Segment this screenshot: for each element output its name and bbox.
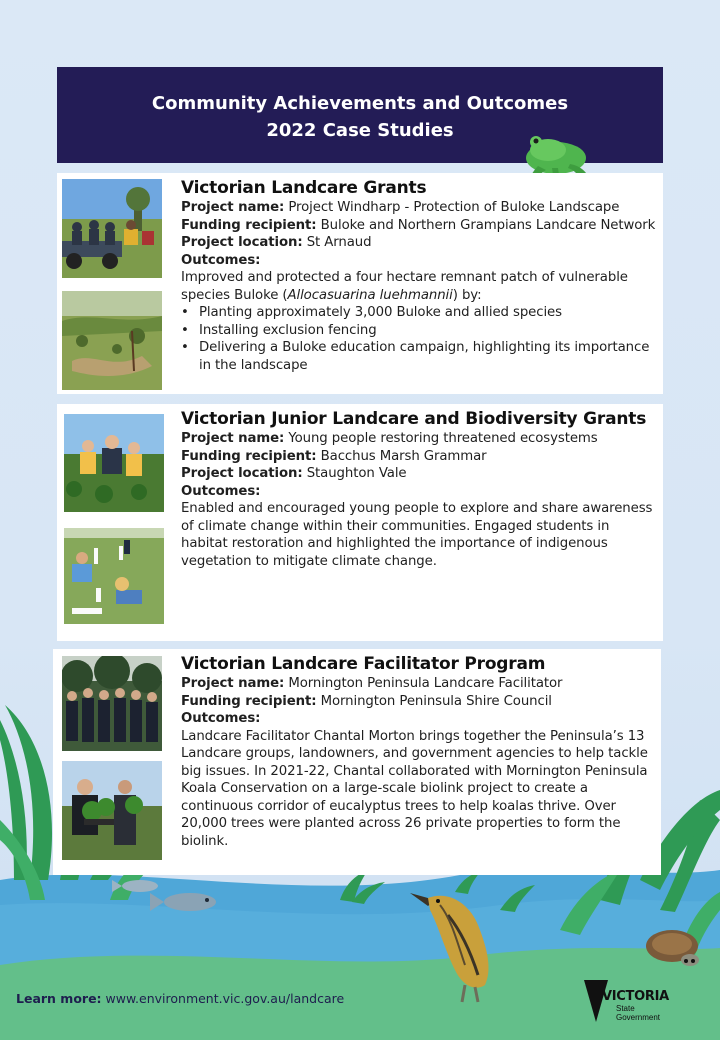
logo-subtitle-line2: Government: [616, 1013, 661, 1022]
project-name-value: Young people restoring threatened ecosystems: [288, 431, 598, 446]
outcome-text-start: Improved and protected a four hectare remnant patch of vulnerable species Buloke (: [181, 270, 628, 303]
project-name-label: Project name:: [181, 200, 285, 215]
photo-students-in-paddock: [64, 528, 164, 624]
card-content: [181, 408, 657, 570]
species-name-italic: Allocasuarina luehmannii: [287, 287, 453, 303]
project-location-line: [181, 234, 657, 252]
outcomes-label: Outcomes:: [181, 483, 261, 499]
funding-recipient-line: [181, 693, 655, 711]
header-title-line1: Community Achievements and Outcomes: [151, 93, 569, 114]
card-title: Victorian Landcare Facilitator Program: [181, 654, 546, 674]
outcomes-text: [181, 269, 657, 304]
logo-wordmark: VICTORIA: [602, 989, 669, 1004]
outcomes-label: Outcomes:: [181, 711, 261, 726]
funding-recipient-value: Bacchus Marsh Grammar: [320, 448, 487, 464]
photo-buloke-landscape: [62, 291, 162, 390]
project-location-line: [181, 465, 657, 483]
header-title-line2: 2022 Case Studies: [266, 120, 454, 141]
funding-recipient-label: Funding recipient:: [181, 448, 317, 464]
list-item: • Planting approximately 3,000 Buloke and allied species: [199, 304, 657, 322]
project-name-line: [181, 199, 657, 217]
outcome-text-end: ) by:: [452, 287, 482, 303]
project-location-label: Project location:: [181, 466, 303, 481]
case-study-card-junior-landcare: [57, 404, 663, 641]
learn-more-label: Learn more:: [16, 991, 102, 1006]
funding-recipient-value: Mornington Peninsula Shire Council: [320, 693, 552, 709]
project-name-line: [181, 675, 655, 693]
funding-recipient-label: Funding recipient:: [181, 693, 317, 709]
case-study-card-landcare-grants: [57, 173, 663, 394]
photo-group-on-trailer: [62, 179, 162, 278]
project-name-label: Project name:: [181, 431, 285, 446]
card-content: [181, 653, 655, 850]
learn-more-url[interactable]: www.environment.vic.gov.au/landcare: [105, 991, 345, 1006]
outcomes-label: Outcomes:: [181, 252, 261, 268]
logo-subtitle-line1: State: [616, 1004, 635, 1013]
card-title: Victorian Landcare Grants: [181, 178, 427, 198]
funding-recipient-label: Funding recipient:: [181, 217, 317, 233]
logo-subtitle: [616, 1004, 660, 1022]
list-item: • Delivering a Buloke education campaign, highlighting its importance in the landscape: [199, 339, 657, 374]
project-name-line: [181, 430, 657, 448]
photo-group-in-forest: [62, 656, 162, 751]
outcomes-list: [181, 304, 657, 374]
photo-facilitators-with-seedlings: [62, 761, 162, 860]
list-item: • Installing exclusion fencing: [199, 322, 657, 340]
project-location-label: Project location:: [181, 235, 303, 250]
project-location-value: Staughton Vale: [306, 466, 407, 481]
project-name-value: Mornington Peninsula Landcare Facilitator: [288, 676, 563, 691]
victoria-logo: [582, 978, 669, 1024]
funding-recipient-value: Buloke and Northern Grampians Landcare Network: [320, 217, 656, 233]
card-content: [181, 177, 657, 374]
project-name-label: Project name:: [181, 676, 285, 691]
project-location-value: St Arnaud: [306, 235, 372, 250]
funding-recipient-line: [181, 448, 657, 466]
funding-recipient-line: [181, 217, 657, 235]
case-study-card-facilitator-program: [53, 649, 661, 875]
project-name-value: Project Windharp - Protection of Buloke Landscape: [288, 200, 620, 215]
outcomes-text: Landcare Facilitator Chantal Morton brings together the Peninsula’s 13 Landcare groups, landowners, and government agencies to help tackle big issues. In 2021-22, Chantal collaborated with Mornington Peninsula Koala Conservation on a large-scale biolink project to create a continuous corridor of eucalyptus trees to help koalas thrive. Over 20,000 trees were planted across 26 private properties to form the biolink.: [181, 728, 648, 849]
photo-students-planting: [64, 414, 164, 512]
card-title: Victorian Junior Landcare and Biodiversity Grants: [181, 409, 647, 429]
learn-more-line: [16, 991, 344, 1006]
outcomes-text: Enabled and encouraged young people to explore and share awareness of climate change within their communities. Engaged students in habitat restoration and highlighted the importance of indigenous vegetation to mitigate climate change.: [181, 501, 653, 569]
